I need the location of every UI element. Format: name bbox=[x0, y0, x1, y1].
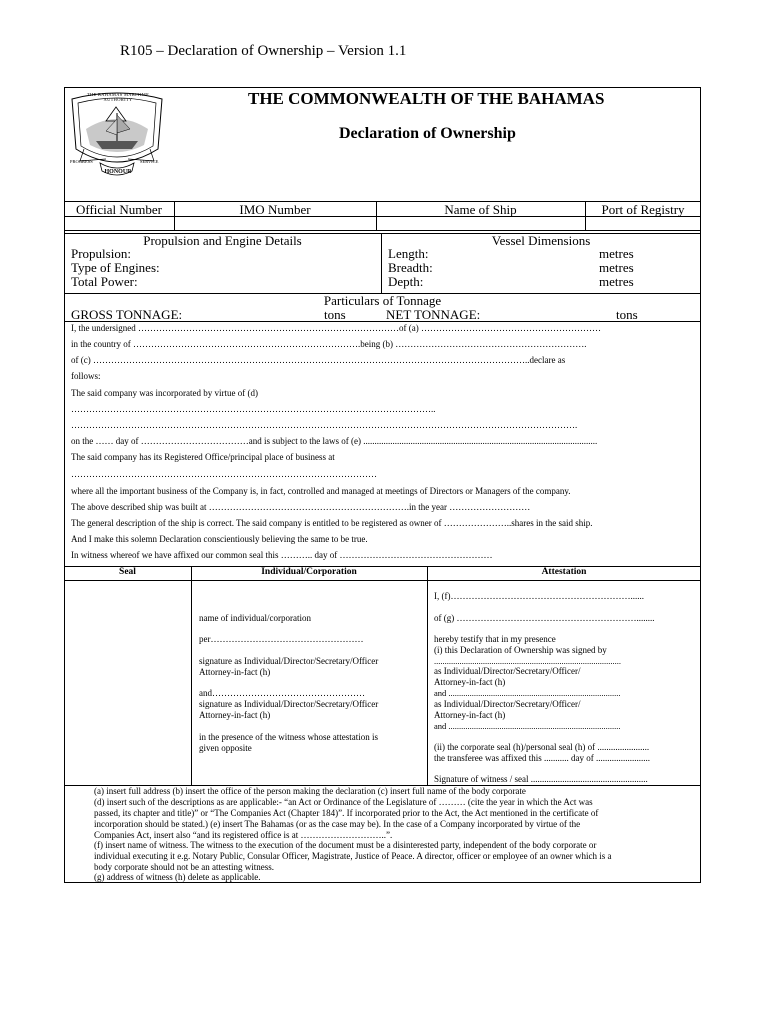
footnote-line: individual executing it e.g. Notary Public, Consular Officer, Magistrate, Justice of Peace. A director, officer or employee of an owner which is a bbox=[94, 851, 612, 861]
official-number-field[interactable] bbox=[65, 217, 173, 229]
official-number-header: Official Number bbox=[75, 202, 163, 217]
form-subtitle: Declaration of Ownership bbox=[339, 125, 516, 142]
depth-unit: metres bbox=[599, 274, 634, 289]
declaration-line: And I make this solemn Declaration conscientiously believing the same to be true. bbox=[71, 534, 368, 544]
signatory-capacity-text: signature as Individual/Director/Secretary/Officer bbox=[199, 656, 379, 666]
port-of-registry-field[interactable] bbox=[586, 217, 700, 229]
attestation-text: hereby testify that in my presence bbox=[434, 634, 556, 644]
corporate-seal-line[interactable]: (ii) the corporate seal (h)/personal seal (h) of ....................... bbox=[434, 742, 650, 752]
seal-right-scroll-text: SERVICE bbox=[140, 159, 159, 164]
footnote-line: incorporation should be stated.) (e) insert The Bahamas (or as the case may be). In the case of a Company incorporated by virtue of the bbox=[94, 819, 581, 829]
declaration-line: ………………………………………………………………………………………… bbox=[71, 469, 377, 479]
seal-date-line[interactable]: the transferee was affixed this ........... day of ........................ bbox=[434, 753, 651, 763]
footnote-line: passed, its chapter and title)” or “The Companies Act (Chapter 184)”. If incorporated prior to the Act, the Act mentioned in the certificate of bbox=[94, 808, 599, 818]
declaration-line: on the …… day of ………………………………and is subject to the laws of (e) ........................................................................................................ bbox=[71, 436, 598, 446]
length-label: Length: bbox=[388, 246, 429, 261]
second-signature-line[interactable]: and…………………………………………… bbox=[199, 688, 365, 698]
declaration-line: The general description of the ship is correct. The said company is entitled to be registered as owner of …………………..shares in the said ship. bbox=[71, 518, 593, 528]
imo-number-header: IMO Number bbox=[239, 202, 311, 217]
footnote-line: (d) insert such of the descriptions as are applicable:- “an Act or Ordinance of the Legislature of ……… (cite the year in which the Act was bbox=[94, 797, 593, 807]
declaration-line: of (c) ………………………………………………………………………………………………………………………………..declare as bbox=[71, 355, 566, 365]
length-unit: metres bbox=[599, 246, 634, 261]
witness-name-line[interactable]: I, (f)……………………………………………………...... bbox=[434, 591, 644, 601]
attestation-column-header: Attestation bbox=[541, 567, 587, 577]
gross-tonnage-unit: tons bbox=[324, 307, 346, 322]
attestation-text: Attorney-in-fact (h) bbox=[434, 710, 506, 720]
per-signature-line[interactable]: per…………………………………………… bbox=[199, 634, 364, 644]
gross-tonnage-label: GROSS TONNAGE: bbox=[71, 307, 183, 322]
breadth-label: Breadth: bbox=[388, 260, 433, 275]
declaration-line: where all the important business of the Company is, in fact, controlled and managed at meetings of Directors or Managers of the company. bbox=[71, 486, 571, 496]
net-tonnage-unit: tons bbox=[616, 307, 638, 322]
footnote-line: (a) insert full address (b) insert the office of the person making the declaration (c) insert full name of the body corporate bbox=[94, 786, 526, 796]
third-signer-line[interactable]: and ................................................................................. bbox=[434, 721, 621, 731]
declaration-line: ……………………………………………………………………………………………………………………………………………………. bbox=[71, 420, 578, 430]
attestation-text: (i) this Declaration of Ownership was signed by bbox=[434, 645, 607, 655]
attestation-text: Attorney-in-fact (h) bbox=[434, 677, 506, 687]
name-of-ship-header: Name of Ship bbox=[444, 202, 517, 217]
witness-presence-text: in the presence of the witness whose attestation is bbox=[199, 732, 378, 742]
declaration-line: The said company has its Registered Office/principal place of business at bbox=[71, 452, 335, 462]
depth-label: Depth: bbox=[388, 274, 424, 289]
footnote-line: (f) insert name of witness. The witness to the execution of the document must be a disinterested party, independent of the body corporate or bbox=[94, 840, 597, 850]
imo-number-field[interactable] bbox=[175, 217, 375, 229]
witness-address-line[interactable]: of (g) ……………………………………………………........ bbox=[434, 613, 655, 623]
net-tonnage-label: NET TONNAGE: bbox=[386, 307, 481, 322]
seal-left-scroll-text: PROGRESS bbox=[70, 159, 93, 164]
signatory-capacity-text: Attorney-in-fact (h) bbox=[199, 710, 271, 720]
footnote-line: (g) address of witness (h) delete as applicable. bbox=[94, 872, 261, 882]
breadth-unit: metres bbox=[599, 260, 634, 275]
seal-column-header: Seal bbox=[119, 567, 136, 577]
footnote-line: Companies Act, insert also “and its registered office is at ………………………..”. bbox=[94, 830, 393, 840]
declaration-line: The said company was incorporated by virtue of (d) bbox=[71, 388, 258, 398]
vessel-dimensions-title: Vessel Dimensions bbox=[491, 233, 591, 248]
individual-corporation-column-header: Individual/Corporation bbox=[261, 567, 357, 577]
propulsion-section-title: Propulsion and Engine Details bbox=[143, 233, 302, 248]
bahamas-maritime-authority-seal-icon bbox=[66, 89, 169, 181]
witness-presence-text: given opposite bbox=[199, 743, 252, 753]
declaration-line: ………………………………………………………………………………………………………….. bbox=[71, 404, 436, 414]
type-of-engines-label: Type of Engines: bbox=[71, 260, 160, 275]
declaration-line: follows: bbox=[71, 371, 101, 381]
tonnage-section-title: Particulars of Tonnage bbox=[323, 293, 442, 308]
individual-name-line: name of individual/corporation bbox=[199, 613, 311, 623]
port-of-registry-header: Port of Registry bbox=[601, 202, 685, 217]
form-reference-header: R105 – Declaration of Ownership – Version 1.1 bbox=[120, 43, 407, 59]
total-power-label: Total Power: bbox=[71, 274, 138, 289]
declaration-line: The above described ship was built at ………………………………………………………….in the year ……………………… bbox=[71, 502, 531, 512]
seal-motto: HONOUR bbox=[104, 169, 132, 175]
declaration-line: in the country of ………………………………………………………………….being (b) ………………………………………………………. bbox=[71, 339, 587, 349]
attestation-text: as Individual/Director/Secretary/Officer/ bbox=[434, 699, 581, 709]
divider bbox=[64, 230, 701, 231]
attestation-text: as Individual/Director/Secretary/Officer/ bbox=[434, 666, 581, 676]
seal-ring-text: THE BAHAMAS MARITIME AUTHORITY bbox=[86, 92, 150, 102]
page-title: THE COMMONWEALTH OF THE BAHAMAS bbox=[248, 89, 605, 108]
witness-signature-line[interactable]: Signature of witness / seal .................................................... bbox=[434, 774, 648, 784]
name-of-ship-field[interactable] bbox=[377, 217, 584, 229]
column-divider bbox=[427, 566, 428, 785]
seal-affix-area[interactable] bbox=[65, 581, 190, 784]
declaration-line: In witness whereof we have affixed our common seal this ……….. day of …………………………………………… bbox=[71, 550, 493, 560]
declaration-line: I, the undersigned ……………………………………………………………………………of (a) …………………………………………………… bbox=[71, 323, 601, 333]
footnote-line: body corporate should not be an attesting witness. bbox=[94, 862, 274, 872]
signer-name-line[interactable]: ........................................................................................ bbox=[434, 656, 621, 666]
column-divider bbox=[191, 566, 192, 785]
signatory-capacity-text: signature as Individual/Director/Secretary/Officer bbox=[199, 699, 379, 709]
signatory-capacity-text: Attorney-in-fact (h) bbox=[199, 667, 271, 677]
propulsion-label: Propulsion: bbox=[71, 246, 131, 261]
second-signer-line[interactable]: and ................................................................................. bbox=[434, 688, 621, 698]
divider bbox=[64, 321, 701, 322]
